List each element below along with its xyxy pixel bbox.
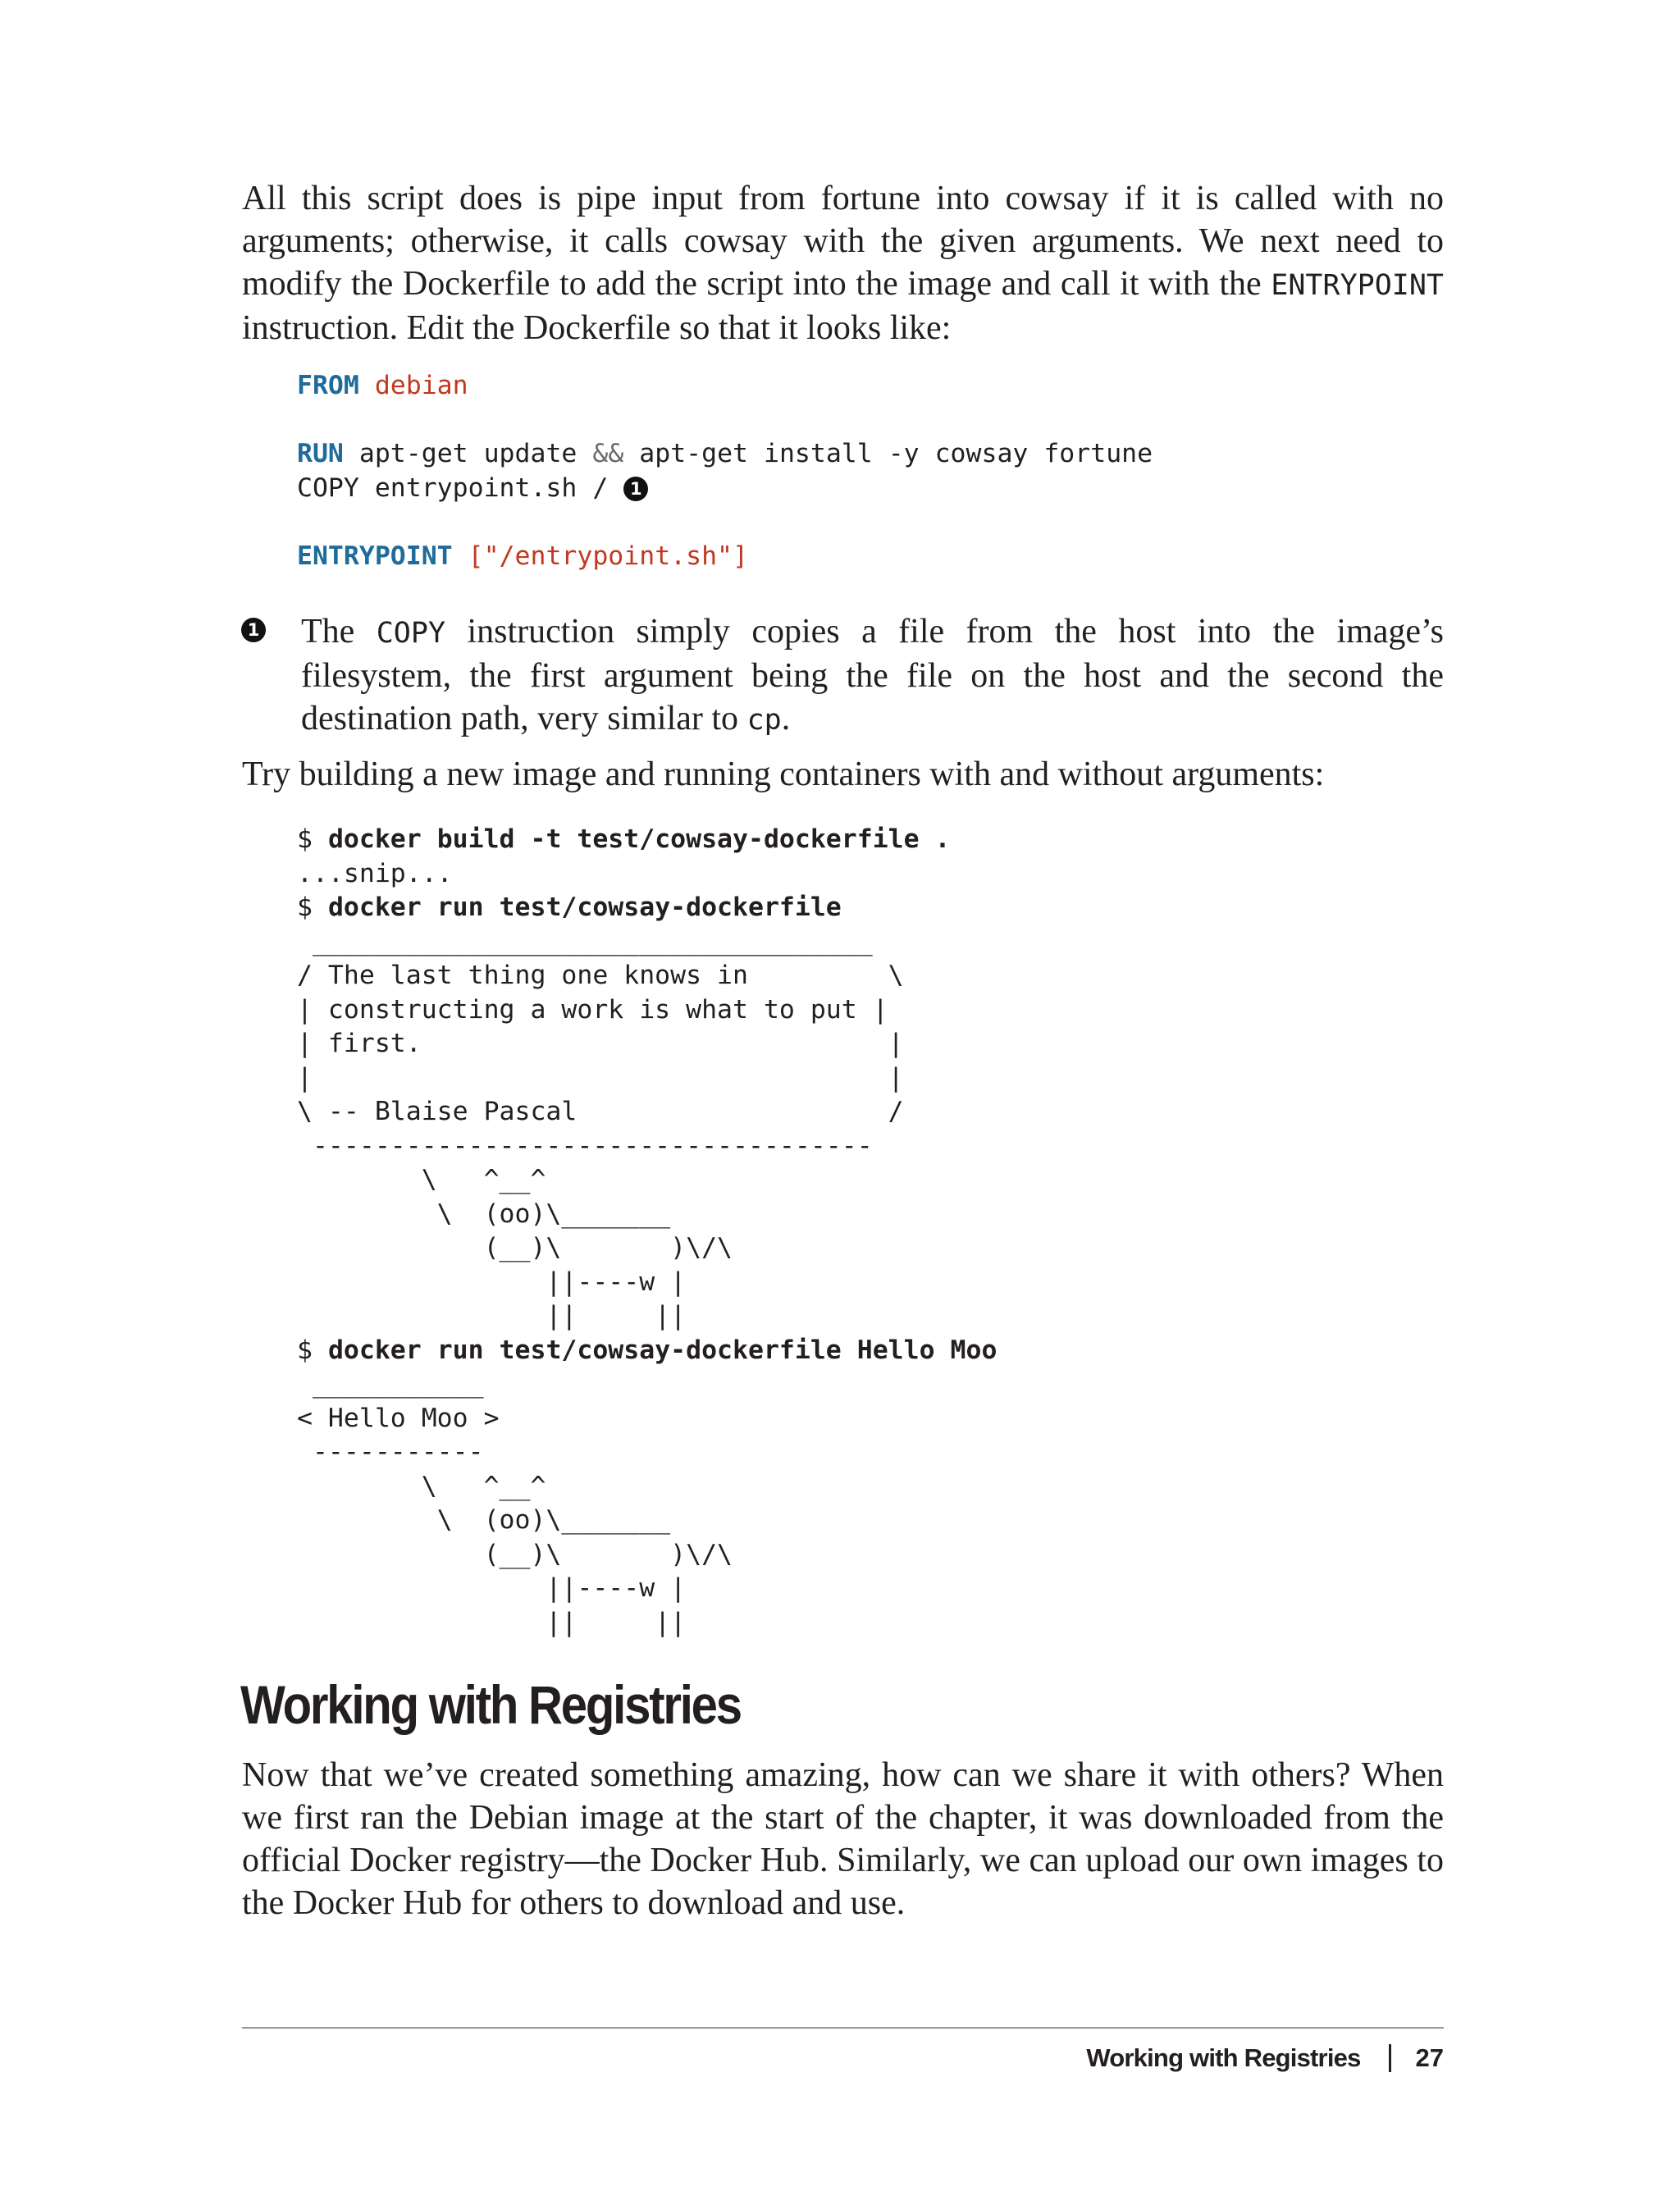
cow-output-line: \ (oo)\_______ — [297, 1198, 671, 1229]
cow-output-line: || || — [297, 1301, 687, 1331]
dockerfile-line-entrypoint — [297, 540, 1153, 574]
note-text-2: instruction simply copies a file from the host into the image’s filesystem, the first argument being the file on the host and the second the destination path, very similar to — [301, 613, 1444, 737]
run-command-part-2: apt-get install -y cowsay fortune — [623, 439, 1153, 468]
dockerfile-line-from — [297, 369, 1153, 404]
intro-text-1: All this script does is pipe input from fortune into cowsay if it is called with no arguments; otherwise, it calls cowsay with the given arguments. We next need to modify the Dockerfile to add the script into the image and call it with the — [242, 180, 1444, 303]
terminal-session-block — [297, 823, 997, 1640]
section-heading: Working with Registries — [240, 1674, 741, 1735]
callout-number-icon: 1 — [241, 618, 266, 642]
shell-prompt: $ — [297, 892, 328, 922]
dockerfile-line-run — [297, 437, 1153, 472]
cow-output-line: \ (oo)\_______ — [297, 1505, 671, 1535]
cow-output-line: (__)\ )\/\ — [297, 1233, 733, 1262]
dockerfile-line-copy — [297, 472, 1153, 506]
docker-build-command: docker build -t test/cowsay-dockerfile . — [327, 824, 951, 854]
shell-prompt: $ — [297, 1335, 328, 1365]
entrypoint-inline-code: ENTRYPOINT — [1271, 269, 1444, 302]
try-paragraph: Try building a new image and running containers with and without arguments: — [242, 756, 1325, 793]
copy-inline-code: COPY — [376, 617, 446, 650]
from-keyword: FROM — [297, 371, 359, 400]
dockerfile-code-block — [297, 369, 1153, 573]
cow-output-line: ___________ — [297, 1369, 484, 1399]
page-number: 27 — [1415, 2043, 1444, 2072]
cow-output-line: / The last thing one knows in \ — [297, 961, 904, 990]
terminal-run-line-1 — [297, 891, 997, 925]
run-command-part-1: apt-get update — [358, 439, 593, 468]
cow-output-line: ||----w | — [297, 1267, 687, 1297]
cow-output-line: (__)\ )\/\ — [297, 1539, 733, 1569]
callout-marker-icon: 1 — [623, 477, 648, 501]
docker-run-command-1: docker run test/cowsay-dockerfile — [327, 892, 842, 922]
cow-output-line: \ ^__^ — [297, 1165, 546, 1194]
shell-prompt: $ — [297, 824, 328, 854]
entrypoint-keyword: ENTRYPOINT — [297, 541, 453, 571]
cow-output-line: ----------- — [297, 1437, 484, 1467]
docker-run-command-2: docker run test/cowsay-dockerfile Hello Moo — [327, 1335, 998, 1365]
cow-output-line: \ ^__^ — [297, 1471, 546, 1501]
cow-output-line: | | — [297, 1062, 904, 1093]
cow-output-line: ____________________________________ — [297, 926, 873, 956]
cow-output-line: < Hello Moo > — [297, 1403, 500, 1433]
note-text-3: . — [781, 700, 791, 737]
footer-separator — [1389, 2044, 1391, 2072]
blank-line — [297, 505, 1153, 540]
intro-text-2: instruction. Edit the Dockerfile so that it looks like: — [242, 309, 952, 347]
terminal-snip-line: ...snip... — [297, 858, 453, 888]
cow-output-line: ------------------------------------ — [297, 1130, 873, 1161]
callout-note — [301, 610, 1444, 742]
terminal-run-line-2 — [297, 1334, 997, 1368]
copy-command: COPY entrypoint.sh / — [297, 472, 624, 503]
cow-output-line: \ -- Blaise Pascal / — [297, 1097, 904, 1126]
note-text-1: The — [301, 613, 377, 651]
run-operator: && — [592, 439, 624, 468]
footer-divider — [242, 2027, 1444, 2029]
terminal-build-line — [297, 823, 997, 857]
intro-paragraph — [242, 177, 1444, 349]
from-value: debian — [374, 371, 468, 400]
run-keyword: RUN — [297, 439, 344, 468]
section-body-paragraph: Now that we’ve created something amazing, how can we share it with others? When we first ran the Debian image at the start of the chapter, it was downloaded from the official Docker registry—the Docker Hub. Similarly, we can upload our own images to the Docker Hub for others to download and use. — [242, 1756, 1444, 1922]
blank-line — [297, 404, 1153, 438]
page-footer — [1086, 2040, 1444, 2076]
cow-output-line: || || — [297, 1607, 687, 1637]
footer-section-name: Working with Registries — [1086, 2043, 1361, 2072]
entrypoint-value: ["/entrypoint.sh"] — [468, 541, 748, 571]
cow-output-line: | constructing a work is what to put | — [297, 994, 888, 1025]
cp-inline-code: cp — [746, 704, 782, 737]
cow-output-line: | first. | — [297, 1029, 904, 1058]
cow-output-line: ||----w | — [297, 1573, 687, 1603]
